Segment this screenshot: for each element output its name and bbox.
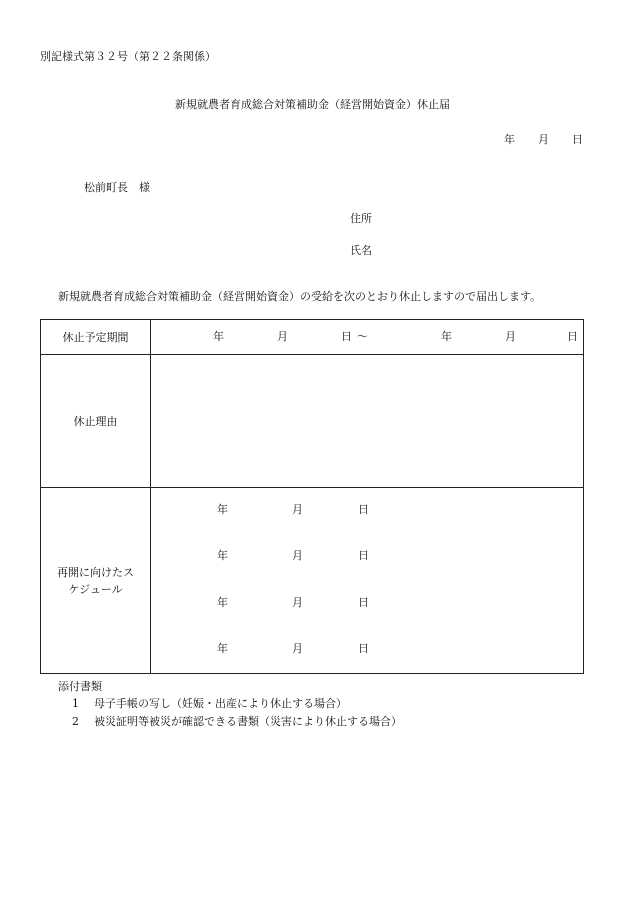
schedule-date-row [151,550,583,564]
period-label: 休止予定期間 [41,320,151,355]
date-month-label: 月 [538,133,549,146]
schedule-year: 年 [217,596,228,609]
address-label: 住所 [350,212,372,225]
period-tilde: ～ [357,330,368,343]
period-end-year: 年 [441,330,452,343]
schedule-date-row [151,504,583,518]
period-start-month: 月 [277,330,288,343]
attachment-text: 母子手帳の写し（妊娠・出産により休止する場合） [94,697,347,710]
period-end-day: 日 [567,330,578,343]
schedule-row [41,488,584,674]
attachment-number: 1 [72,697,79,710]
schedule-month: 月 [292,642,303,655]
schedule-label [41,488,151,674]
date-day-label: 日 [572,133,583,146]
schedule-day: 日 [358,503,369,516]
schedule-year: 年 [217,549,228,562]
reason-row [41,355,584,488]
schedule-day: 日 [358,549,369,562]
schedule-day: 日 [358,642,369,655]
reason-label: 休止理由 [41,355,151,488]
period-row [41,320,584,355]
statement-text: 新規就農者育成総合対策補助金（経営開始資金）の受給を次のとおり休止しますので届出します。 [58,290,542,303]
addressee: 松前町長 様 [84,181,150,194]
form-number: 別記様式第３２号（第２２条関係） [40,50,216,63]
schedule-cell [151,488,584,674]
schedule-month: 月 [292,596,303,609]
schedule-month: 月 [292,549,303,562]
schedule-month: 月 [292,503,303,516]
schedule-date-row [151,597,583,611]
suspension-form-table [40,319,584,674]
reason-field[interactable] [151,355,584,488]
period-start-year: 年 [213,330,224,343]
attachment-text: 被災証明等被災が確認できる書類（災害により休止する場合） [94,715,402,728]
attachments-heading: 添付書類 [58,680,102,693]
date-year-label: 年 [504,133,515,146]
schedule-year: 年 [217,642,228,655]
schedule-date-row [151,643,583,657]
period-cell [151,320,584,355]
schedule-label-text: 再開に向けたスケジュール [57,565,134,596]
name-label: 氏名 [350,244,372,257]
schedule-day: 日 [358,596,369,609]
schedule-year: 年 [217,503,228,516]
period-end-month: 月 [505,330,516,343]
document-title: 新規就農者育成総合対策補助金（経営開始資金）休止届 [175,98,450,111]
attachment-number: 2 [72,715,79,728]
period-start-day: 日 [341,330,352,343]
